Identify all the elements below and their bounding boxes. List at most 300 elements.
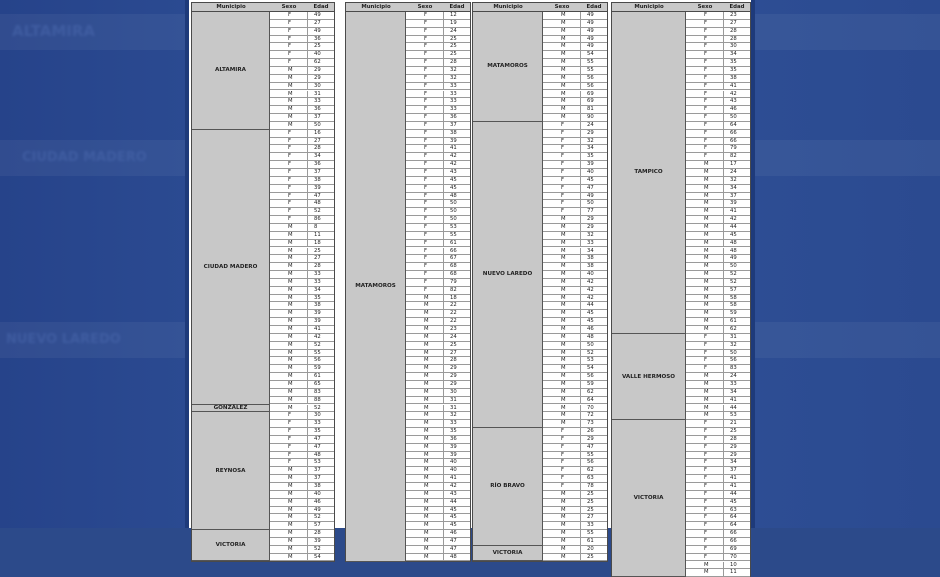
edad-cell: 34 <box>730 459 737 466</box>
edad-cell: 52 <box>314 514 321 521</box>
edad-cell: 43 <box>730 98 737 105</box>
table-row <box>406 161 470 169</box>
sexo-cell: M <box>406 295 444 302</box>
table-row <box>686 161 750 169</box>
edad-cell: 66 <box>450 247 457 254</box>
sexo-cell: F <box>270 428 308 435</box>
table-row <box>686 389 750 397</box>
table-row <box>406 326 470 334</box>
municipio-name: NUEVO LAREDO <box>482 271 533 278</box>
table-row <box>543 538 607 546</box>
edad-cell: 33 <box>450 82 457 89</box>
table-row <box>270 208 334 216</box>
table-row <box>406 287 470 295</box>
table-row <box>270 530 334 538</box>
sexo-cell: M <box>270 499 308 506</box>
sexo-cell: M <box>406 420 444 427</box>
table-row <box>686 255 750 263</box>
sexo-cell: M <box>543 397 581 404</box>
table-row <box>406 342 470 350</box>
table-row <box>270 271 334 279</box>
table-row <box>543 91 607 99</box>
edad-cell: 25 <box>587 553 594 560</box>
municipio-cell <box>192 130 270 405</box>
table-row <box>543 83 607 91</box>
sexo-cell: F <box>543 467 581 474</box>
table-row <box>406 318 470 326</box>
sexo-cell: M <box>270 318 308 325</box>
sexo-cell: M <box>686 248 724 255</box>
edad-cell: 33 <box>314 420 321 427</box>
edad-cell: 29 <box>314 66 321 73</box>
table-row <box>686 43 750 51</box>
table-row <box>543 248 607 256</box>
table-row <box>406 263 470 271</box>
edad-cell: 39 <box>450 137 457 144</box>
sexo-cell: M <box>686 569 724 576</box>
table-row <box>543 200 607 208</box>
sexo-cell: F <box>270 200 308 207</box>
table-row <box>543 12 607 20</box>
sexo-cell: F <box>270 145 308 152</box>
edad-cell: 37 <box>314 169 321 175</box>
table-row <box>686 491 750 499</box>
edad-cell: 32 <box>730 341 737 348</box>
table-row <box>543 20 607 28</box>
header-municipio: Municipio <box>634 4 664 10</box>
edad-cell: 32 <box>587 137 594 144</box>
sexo-cell: M <box>686 169 724 176</box>
table-header <box>473 3 607 12</box>
table-row <box>406 130 470 138</box>
table-row <box>686 428 750 436</box>
table-row <box>543 334 607 342</box>
sexo-cell: F <box>543 459 581 466</box>
edad-cell: 64 <box>730 522 737 529</box>
sexo-cell: F <box>406 28 444 35</box>
table-row <box>406 350 470 358</box>
table-row <box>270 216 334 224</box>
sexo-cell: F <box>543 145 581 152</box>
table-row <box>406 507 470 515</box>
sexo-cell: M <box>406 546 444 553</box>
sexo-cell: M <box>270 365 308 372</box>
municipio-name: MATAMOROS <box>355 283 396 290</box>
edad-cell: 32 <box>587 231 594 238</box>
sexo-cell: F <box>686 475 724 482</box>
table-row <box>686 522 750 530</box>
edad-cell: 18 <box>450 294 457 301</box>
edad-cell: 28 <box>450 59 457 66</box>
data-table <box>611 2 751 577</box>
table-row <box>406 193 470 201</box>
edad-cell: 37 <box>450 121 457 128</box>
edad-cell: 61 <box>730 318 737 325</box>
sexo-cell: F <box>270 169 308 176</box>
table-row <box>270 397 334 405</box>
municipio-cell <box>473 12 543 122</box>
table-row <box>270 428 334 436</box>
edad-cell: 41 <box>450 475 457 482</box>
sexo-cell: F <box>406 75 444 82</box>
sexo-cell: F <box>270 208 308 215</box>
table-row <box>270 28 334 36</box>
table-row <box>270 412 334 420</box>
edad-cell: 25 <box>450 341 457 348</box>
edad-cell: 49 <box>587 192 594 199</box>
edad-cell: 64 <box>730 514 737 521</box>
sexo-cell: F <box>406 200 444 207</box>
edad-cell: 45 <box>587 310 594 317</box>
edad-cell: 33 <box>314 278 321 285</box>
table-row <box>406 177 470 185</box>
table-row <box>270 507 334 515</box>
table-row <box>686 350 750 358</box>
sexo-cell: F <box>270 12 308 19</box>
table-row <box>543 381 607 389</box>
table-row <box>686 381 750 389</box>
edad-cell: 82 <box>730 153 737 160</box>
table-row <box>406 248 470 256</box>
sexo-cell: M <box>406 326 444 333</box>
table-row <box>686 499 750 507</box>
table-row <box>270 185 334 193</box>
table-row <box>270 240 334 248</box>
municipio-cell <box>473 546 543 562</box>
table-row <box>406 122 470 130</box>
table-row <box>406 405 470 413</box>
table-row <box>543 185 607 193</box>
sexo-cell: F <box>686 51 724 58</box>
sexo-cell: M <box>543 83 581 90</box>
edad-cell: 31 <box>314 90 321 97</box>
edad-cell: 90 <box>587 114 594 121</box>
edad-cell: 44 <box>587 302 594 309</box>
table-row <box>270 255 334 263</box>
sexo-cell: M <box>406 342 444 349</box>
edad-cell: 40 <box>450 467 457 474</box>
table-row <box>543 169 607 177</box>
edad-cell: 28 <box>450 357 457 364</box>
edad-cell: 45 <box>587 176 594 183</box>
edad-cell: 69 <box>730 545 737 552</box>
edad-cell: 83 <box>314 388 321 395</box>
sexo-cell: F <box>686 530 724 537</box>
edad-cell: 42 <box>450 161 457 168</box>
sexo-cell: F <box>270 193 308 200</box>
sexo-cell: M <box>406 507 444 514</box>
edad-cell: 30 <box>314 412 321 419</box>
table-row <box>270 475 334 483</box>
table-row <box>270 36 334 44</box>
sexo-cell: M <box>270 373 308 380</box>
table-row <box>406 232 470 240</box>
sexo-cell: F <box>686 98 724 105</box>
edad-cell: 49 <box>587 43 594 50</box>
sexo-cell: M <box>406 397 444 404</box>
table-row <box>686 200 750 208</box>
sexo-cell: M <box>270 83 308 90</box>
sexo-cell: M <box>406 554 444 561</box>
sexo-cell: M <box>270 389 308 396</box>
header-municipio: Municipio <box>216 4 246 10</box>
edad-cell: 56 <box>730 357 737 364</box>
table-row <box>686 397 750 405</box>
sexo-cell: F <box>543 169 581 176</box>
edad-cell: 49 <box>314 27 321 34</box>
edad-cell: 41 <box>730 483 737 489</box>
sexo-cell: M <box>686 216 724 223</box>
table-row <box>270 145 334 153</box>
table-row <box>686 342 750 350</box>
edad-cell: 33 <box>450 98 457 105</box>
edad-cell: 33 <box>450 90 457 97</box>
edad-cell: 64 <box>730 121 737 128</box>
table-row <box>406 334 470 342</box>
sexo-cell: M <box>686 279 724 286</box>
edad-cell: 39 <box>450 451 457 458</box>
sexo-cell: M <box>270 224 308 231</box>
table-row <box>406 138 470 146</box>
edad-cell: 48 <box>314 200 321 207</box>
table-row <box>686 538 750 546</box>
table-row <box>686 405 750 413</box>
table-row <box>543 373 607 381</box>
edad-cell: 35 <box>587 153 594 160</box>
edad-cell: 62 <box>730 326 737 332</box>
sexo-cell: F <box>406 67 444 74</box>
edad-cell: 47 <box>450 545 457 552</box>
sexo-cell: F <box>406 138 444 145</box>
edad-cell: 50 <box>587 341 594 348</box>
edad-cell: 35 <box>314 428 321 435</box>
table-row <box>406 459 470 467</box>
header-edad: Edad <box>729 4 745 10</box>
sexo-cell: M <box>543 310 581 317</box>
sexo-cell: M <box>406 389 444 396</box>
edad-cell: 34 <box>730 51 737 58</box>
table-row <box>406 153 470 161</box>
sexo-cell: F <box>270 216 308 223</box>
edad-cell: 28 <box>730 35 737 42</box>
edad-cell: 23 <box>730 12 737 18</box>
table-row <box>686 554 750 562</box>
edad-cell: 45 <box>450 184 457 191</box>
table-row <box>543 240 607 248</box>
edad-cell: 34 <box>730 184 737 191</box>
table-row <box>543 507 607 515</box>
sexo-cell: F <box>686 342 724 349</box>
sexo-cell: F <box>686 514 724 521</box>
edad-cell: 82 <box>450 286 457 293</box>
sexo-cell: F <box>270 43 308 50</box>
sexo-cell: M <box>543 106 581 113</box>
table-row <box>270 122 334 130</box>
sexo-cell: M <box>543 318 581 325</box>
edad-cell: 29 <box>730 443 737 450</box>
sexo-cell: M <box>270 271 308 278</box>
sexo-cell: M <box>543 114 581 121</box>
table-row <box>686 287 750 295</box>
edad-cell: 40 <box>450 459 457 466</box>
edad-cell: 39 <box>314 318 321 325</box>
sexo-cell: M <box>270 232 308 239</box>
edad-cell: 50 <box>450 208 457 215</box>
edad-cell: 55 <box>587 451 594 458</box>
table-row <box>686 130 750 138</box>
edad-cell: 27 <box>314 255 321 262</box>
edad-cell: 29 <box>587 435 594 442</box>
table-row <box>686 51 750 59</box>
table-row <box>270 51 334 59</box>
sexo-cell: M <box>686 232 724 239</box>
edad-cell: 78 <box>587 483 594 489</box>
table-row <box>270 114 334 122</box>
sexo-cell: F <box>686 153 724 160</box>
edad-cell: 42 <box>730 216 737 223</box>
edad-cell: 54 <box>314 553 321 560</box>
table-row <box>543 67 607 75</box>
edad-cell: 34 <box>730 388 737 395</box>
table-row <box>543 279 607 287</box>
sexo-cell: M <box>686 326 724 333</box>
sexo-cell: F <box>686 436 724 443</box>
edad-cell: 19 <box>450 19 457 26</box>
edad-cell: 39 <box>314 537 321 544</box>
sexo-cell: M <box>543 546 581 553</box>
sexo-cell: M <box>686 405 724 412</box>
municipio-name: ALTAMIRA <box>215 67 246 74</box>
table-row <box>543 342 607 350</box>
table-row <box>686 248 750 256</box>
edad-cell: 41 <box>730 396 737 403</box>
table-row <box>406 98 470 106</box>
edad-cell: 46 <box>450 530 457 537</box>
table-row <box>406 428 470 436</box>
table-row <box>686 83 750 91</box>
sexo-cell: M <box>543 365 581 372</box>
sexo-cell: F <box>270 412 308 419</box>
sexo-cell: M <box>270 491 308 498</box>
table-row <box>406 365 470 373</box>
edad-cell: 24 <box>587 121 594 128</box>
table-row <box>270 420 334 428</box>
sexo-cell: F <box>543 185 581 192</box>
sexo-cell: M <box>270 334 308 341</box>
sexo-cell: M <box>686 200 724 207</box>
edad-cell: 46 <box>587 326 594 332</box>
edad-cell: 27 <box>314 19 321 26</box>
table-row <box>270 91 334 99</box>
edad-cell: 46 <box>314 498 321 505</box>
edad-cell: 25 <box>587 506 594 513</box>
sexo-cell: M <box>543 373 581 380</box>
table-row <box>686 216 750 224</box>
table-row <box>686 169 750 177</box>
edad-cell: 25 <box>587 498 594 505</box>
sexo-cell: M <box>686 161 724 168</box>
table-row <box>406 114 470 122</box>
table-row <box>270 200 334 208</box>
sexo-cell: M <box>543 67 581 74</box>
edad-cell: 12 <box>450 12 457 18</box>
edad-cell: 24 <box>730 169 737 175</box>
table-row <box>270 224 334 232</box>
edad-cell: 88 <box>314 396 321 403</box>
edad-cell: 49 <box>314 506 321 513</box>
table-row <box>270 334 334 342</box>
sexo-cell: M <box>270 554 308 561</box>
edad-cell: 50 <box>450 216 457 223</box>
table-row <box>406 28 470 36</box>
edad-cell: 36 <box>314 106 321 113</box>
sexo-cell: F <box>686 83 724 90</box>
table-row <box>406 169 470 177</box>
table-row <box>686 67 750 75</box>
edad-cell: 32 <box>450 74 457 81</box>
table-row <box>543 475 607 483</box>
table-row <box>406 530 470 538</box>
edad-cell: 68 <box>450 263 457 270</box>
edad-cell: 27 <box>450 349 457 356</box>
sexo-cell: M <box>270 522 308 529</box>
sexo-cell: F <box>270 130 308 137</box>
sexo-cell: F <box>686 20 724 27</box>
municipio-name: GONZÁLEZ <box>213 404 248 411</box>
edad-cell: 49 <box>587 35 594 42</box>
edad-cell: 66 <box>730 129 737 136</box>
sexo-cell: M <box>686 208 724 215</box>
table-row <box>543 522 607 530</box>
table-row <box>686 569 750 577</box>
sexo-cell: F <box>543 193 581 200</box>
edad-cell: 41 <box>450 145 457 152</box>
edad-cell: 39 <box>730 200 737 207</box>
edad-cell: 48 <box>450 192 457 199</box>
table-row <box>406 240 470 248</box>
table-row <box>686 153 750 161</box>
table-row <box>686 459 750 467</box>
sexo-cell: F <box>543 436 581 443</box>
table-row <box>686 373 750 381</box>
table-row <box>686 420 750 428</box>
edad-cell: 58 <box>730 294 737 301</box>
table-row <box>686 365 750 373</box>
table-row <box>543 467 607 475</box>
sexo-cell: F <box>686 459 724 466</box>
edad-cell: 36 <box>314 161 321 168</box>
edad-cell: 48 <box>730 239 737 246</box>
edad-cell: 52 <box>730 278 737 285</box>
table-row <box>270 287 334 295</box>
edad-cell: 67 <box>450 255 457 262</box>
sexo-cell: M <box>543 91 581 98</box>
edad-cell: 52 <box>314 208 321 215</box>
edad-cell: 45 <box>450 522 457 529</box>
edad-cell: 29 <box>587 129 594 136</box>
edad-cell: 35 <box>730 66 737 73</box>
table-row <box>406 12 470 20</box>
edad-cell: 45 <box>450 506 457 513</box>
sexo-cell: M <box>543 530 581 537</box>
sexo-cell: M <box>686 255 724 262</box>
sexo-cell: M <box>270 67 308 74</box>
sexo-cell: M <box>406 467 444 474</box>
table-row <box>543 554 607 562</box>
edad-cell: 70 <box>587 404 594 411</box>
edad-cell: 53 <box>450 223 457 230</box>
table-row <box>270 467 334 475</box>
